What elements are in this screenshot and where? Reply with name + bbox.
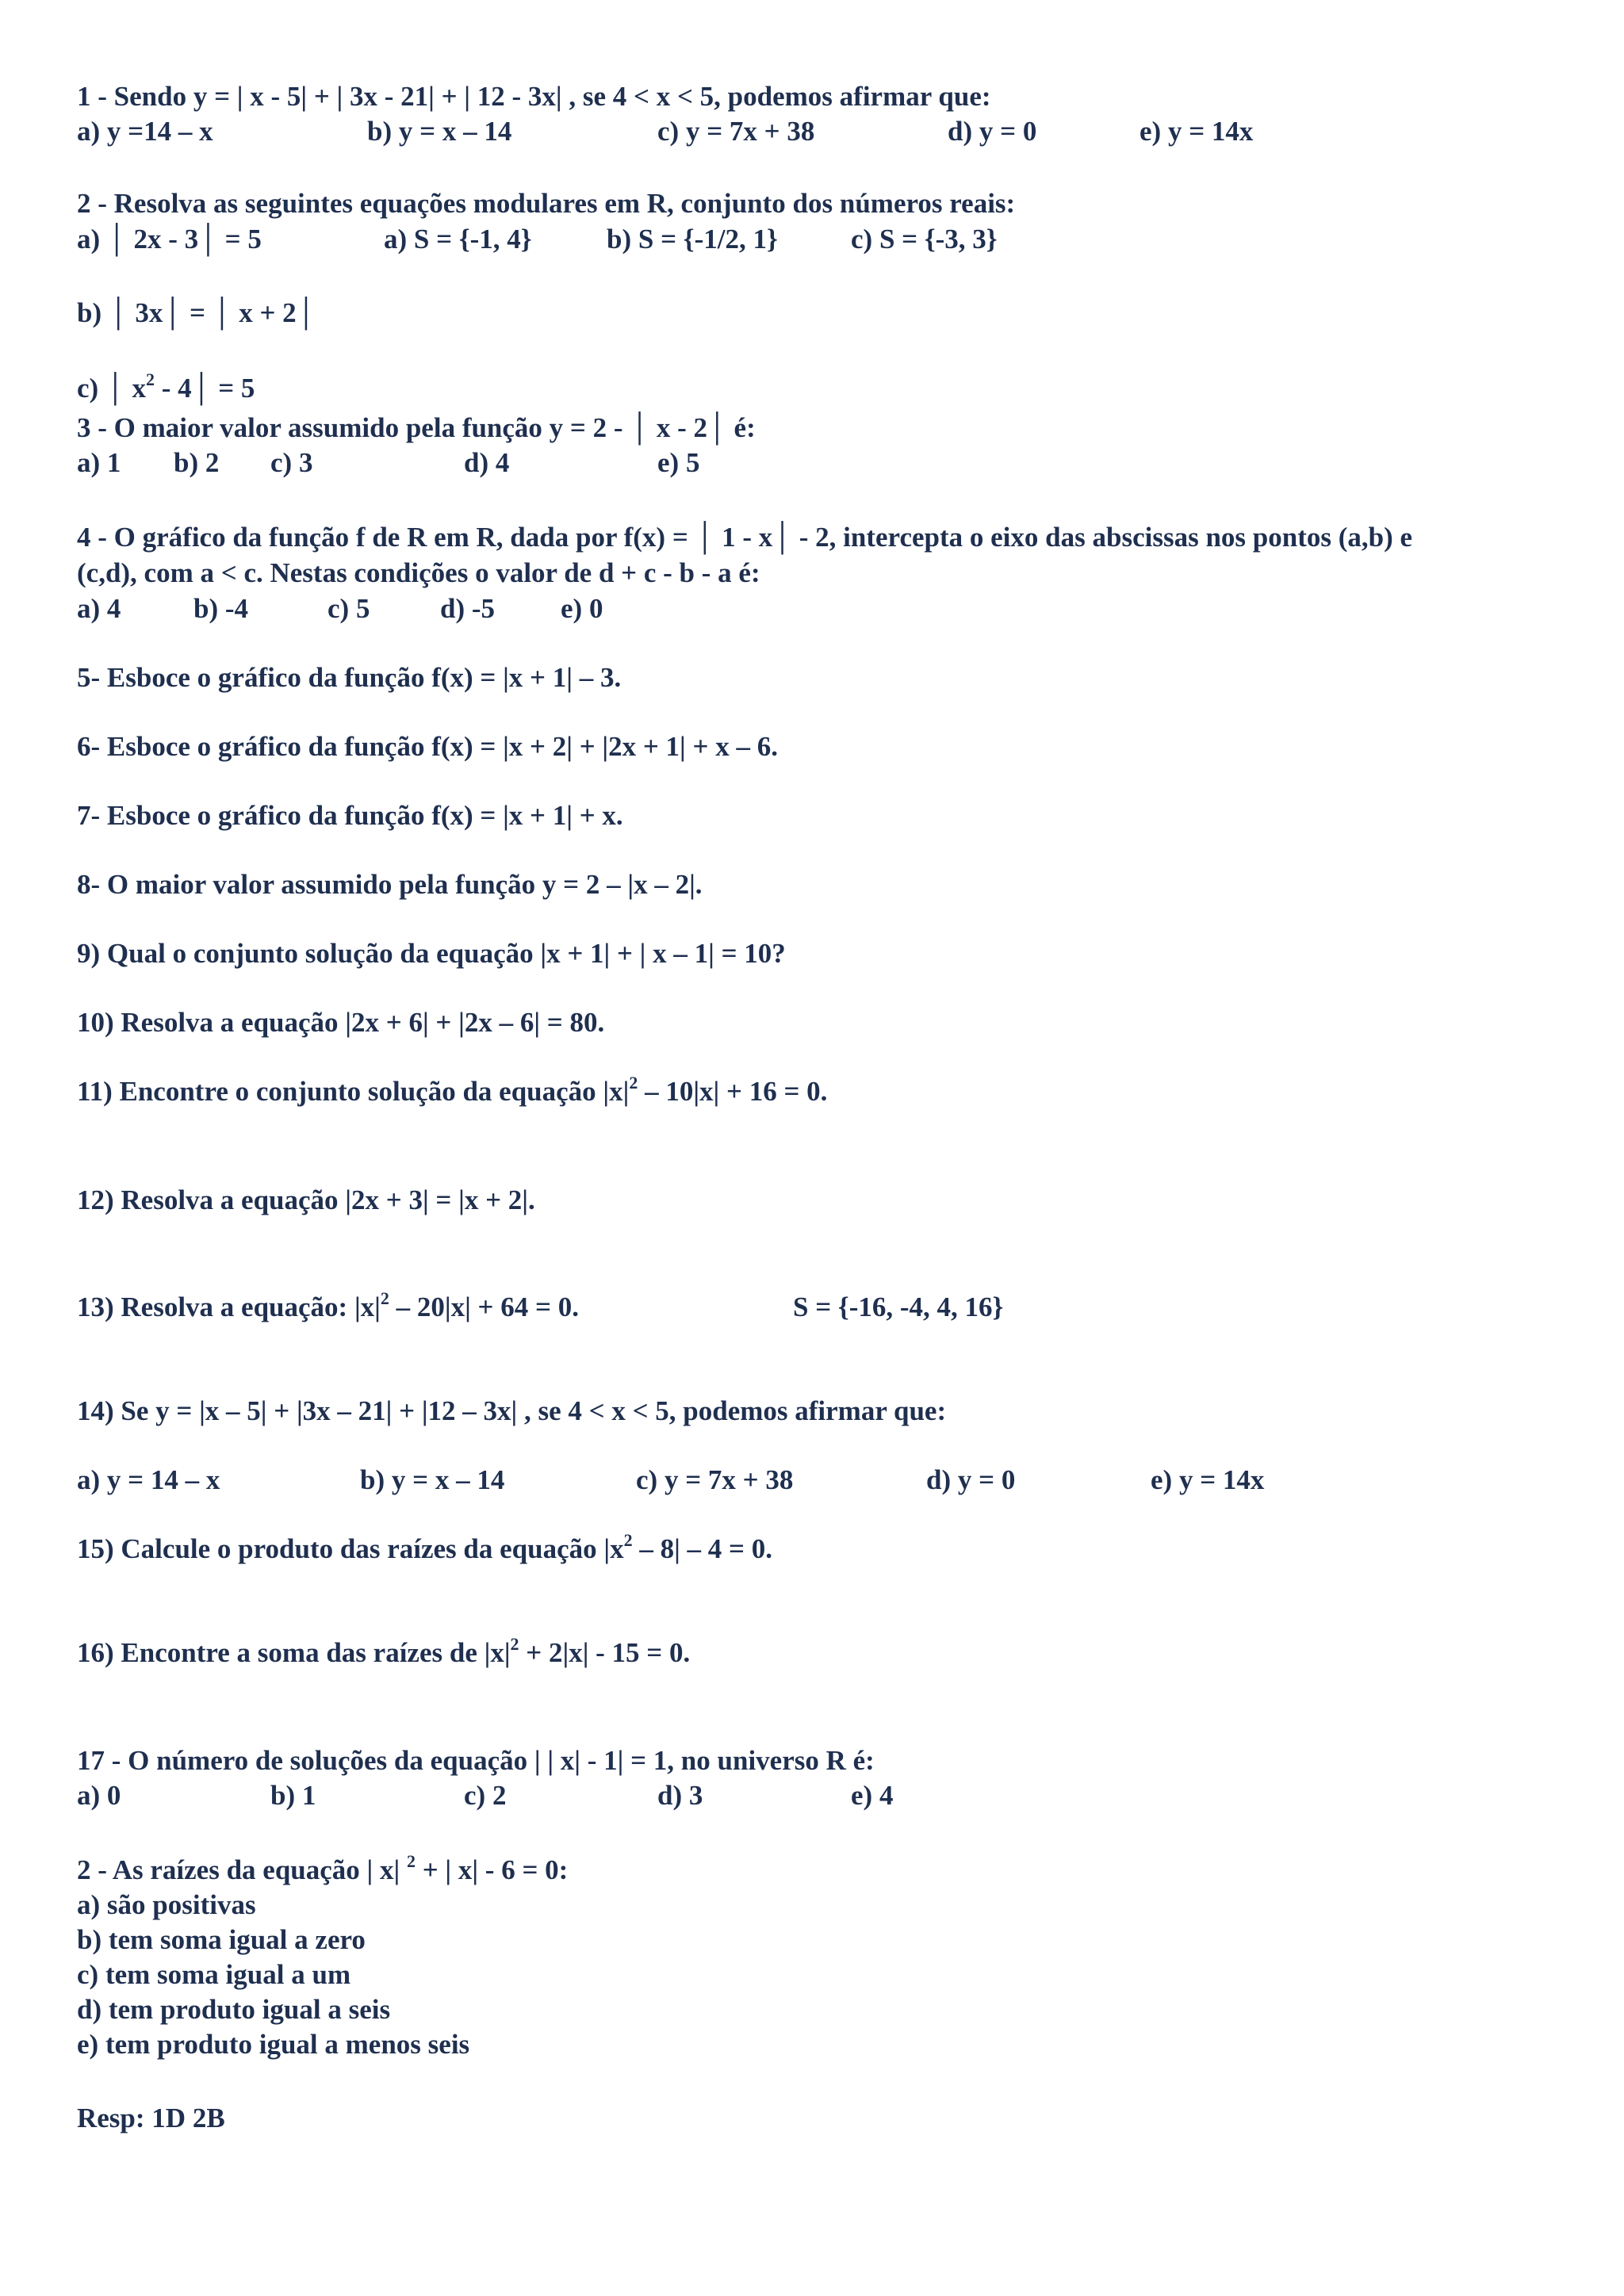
q16: 16) Encontre a soma das raízes de $|x|^2 + 2|x| - 15 = 0$. [77, 1634, 691, 1668]
q4-stem-line2: (c,d), com a < c. Nestas condições o valor de d + c - b - a é: [77, 557, 760, 588]
q14-option-e: e) y = 14x [1151, 1464, 1265, 1495]
q4-option-a: a) 4 [77, 593, 121, 624]
q13: 13) Resolva a equação: $|x|^2 - 20|x| + 64 = 0$. [77, 1288, 579, 1322]
q3-option-e: e) 5 [657, 447, 700, 478]
q14-option-d: d) y = 0 [926, 1464, 1016, 1495]
q1-option-b: b) y = x – 14 [367, 116, 512, 147]
q4-stem-line1: 4 - O gráfico da função f de R em R, dada por f(x) = │ 1 - x│ - 2, intercepta o eixo das abscissas nos pontos (a,b) e [77, 522, 1413, 553]
q18-option-c: c) tem soma igual a um [77, 1959, 351, 1990]
q4-option-d: d) -5 [440, 593, 496, 624]
q2-b-equation: b) │ 3x│ = │ x + 2│ [77, 297, 316, 328]
q7: 7- Esboce o gráfico da função f(x) = |x + 1| + x. [77, 800, 623, 831]
q18-stem: 2 - As raízes da equação | x| $^2$ + | x| - 6 = 0: [77, 1851, 569, 1885]
q4-option-e: e) 0 [561, 593, 603, 624]
q17-option-b: b) 1 [270, 1780, 316, 1811]
q15: 15) Calcule o produto das raízes da equação $|x^2 - 8| - 4 = 0$. [77, 1530, 772, 1564]
q6: 6- Esboce o gráfico da função f(x) = |x + 2| + |2x + 1| + x – 6. [77, 731, 778, 762]
q3-option-a: a) 1 [77, 447, 121, 478]
q1-option-d: d) y = 0 [948, 116, 1037, 147]
q12: 12) Resolva a equação |2x + 3| = |x + 2|. [77, 1184, 535, 1215]
q14-option-c: c) y = 7x + 38 [636, 1464, 794, 1495]
q17-option-e: e) 4 [851, 1780, 894, 1811]
q5: 5- Esboce o gráfico da função f(x) = |x + 1| – 3. [77, 662, 622, 693]
q17-option-a: a) 0 [77, 1780, 121, 1811]
q2-a-equation: a) │ 2x - 3│ = 5 [77, 224, 262, 254]
q9: 9) Qual o conjunto solução da equação |x + 1| + | x – 1| = 10? [77, 938, 786, 969]
q2-stem: 2 - Resolva as seguintes equações modulares em R, conjunto dos números reais: [77, 188, 1016, 219]
q2-answer-c: c) S = {-3, 3} [851, 224, 998, 254]
q11: 11) Encontre o conjunto solução da equação $|x|^2 - 10|x| + 16 = 0$. [77, 1073, 828, 1107]
q14-stem: 14) Se y = |x – 5| + |3x – 21| + |12 – 3x| , se 4 < x < 5, podemos afirmar que: [77, 1395, 947, 1426]
q10: 10) Resolva a equação |2x + 6| + |2x – 6| = 80. [77, 1007, 605, 1038]
q2-c-equation: c) │ $x^2$ - 4│ = 5 [77, 369, 255, 404]
q4-option-b: b) -4 [193, 593, 249, 624]
q1-option-a: a) y =14 – x [77, 116, 213, 147]
q3-option-b: b) 2 [174, 447, 220, 478]
q18-option-e: e) tem produto igual a menos seis [77, 2029, 470, 2060]
q14-option-b: b) y = x – 14 [360, 1464, 505, 1495]
q1-option-e: e) y = 14x [1139, 116, 1254, 147]
q13-answer: S = {-16, -4, 4, 16} [793, 1292, 1004, 1322]
q14-option-a: a) y = 14 – x [77, 1464, 220, 1495]
q8: 8- O maior valor assumido pela função y = 2 – |x – 2|. [77, 869, 703, 900]
answer-key: Resp: 1D 2B [77, 2103, 225, 2133]
q18-option-d: d) tem produto igual a seis [77, 1994, 391, 2025]
q18-option-a: a) são positivas [77, 1889, 256, 1920]
q18-option-b: b) tem soma igual a zero [77, 1924, 366, 1955]
q4-option-c: c) 5 [327, 593, 370, 624]
q2-answer-b: b) S = {-1/2, 1} [607, 224, 778, 254]
q17-option-d: d) 3 [657, 1780, 703, 1811]
q3-option-c: c) 3 [270, 447, 313, 478]
q1-stem: 1 - Sendo y = | x - 5| + | 3x - 21| + | 12 - 3x| , se 4 < x < 5, podemos afirmar que: [77, 81, 991, 112]
q3-stem: 3 - O maior valor assumido pela função y = 2 - │ x - 2│ é: [77, 412, 756, 443]
q1-option-c: c) y = 7x + 38 [657, 116, 815, 147]
q17-stem: 17 - O número de soluções da equação | | x| - 1| = 1, no universo R é: [77, 1745, 875, 1776]
q2-answer-a: a) S = {-1, 4} [384, 224, 532, 254]
q17-option-c: c) 2 [464, 1780, 507, 1811]
q3-option-d: d) 4 [464, 447, 510, 478]
